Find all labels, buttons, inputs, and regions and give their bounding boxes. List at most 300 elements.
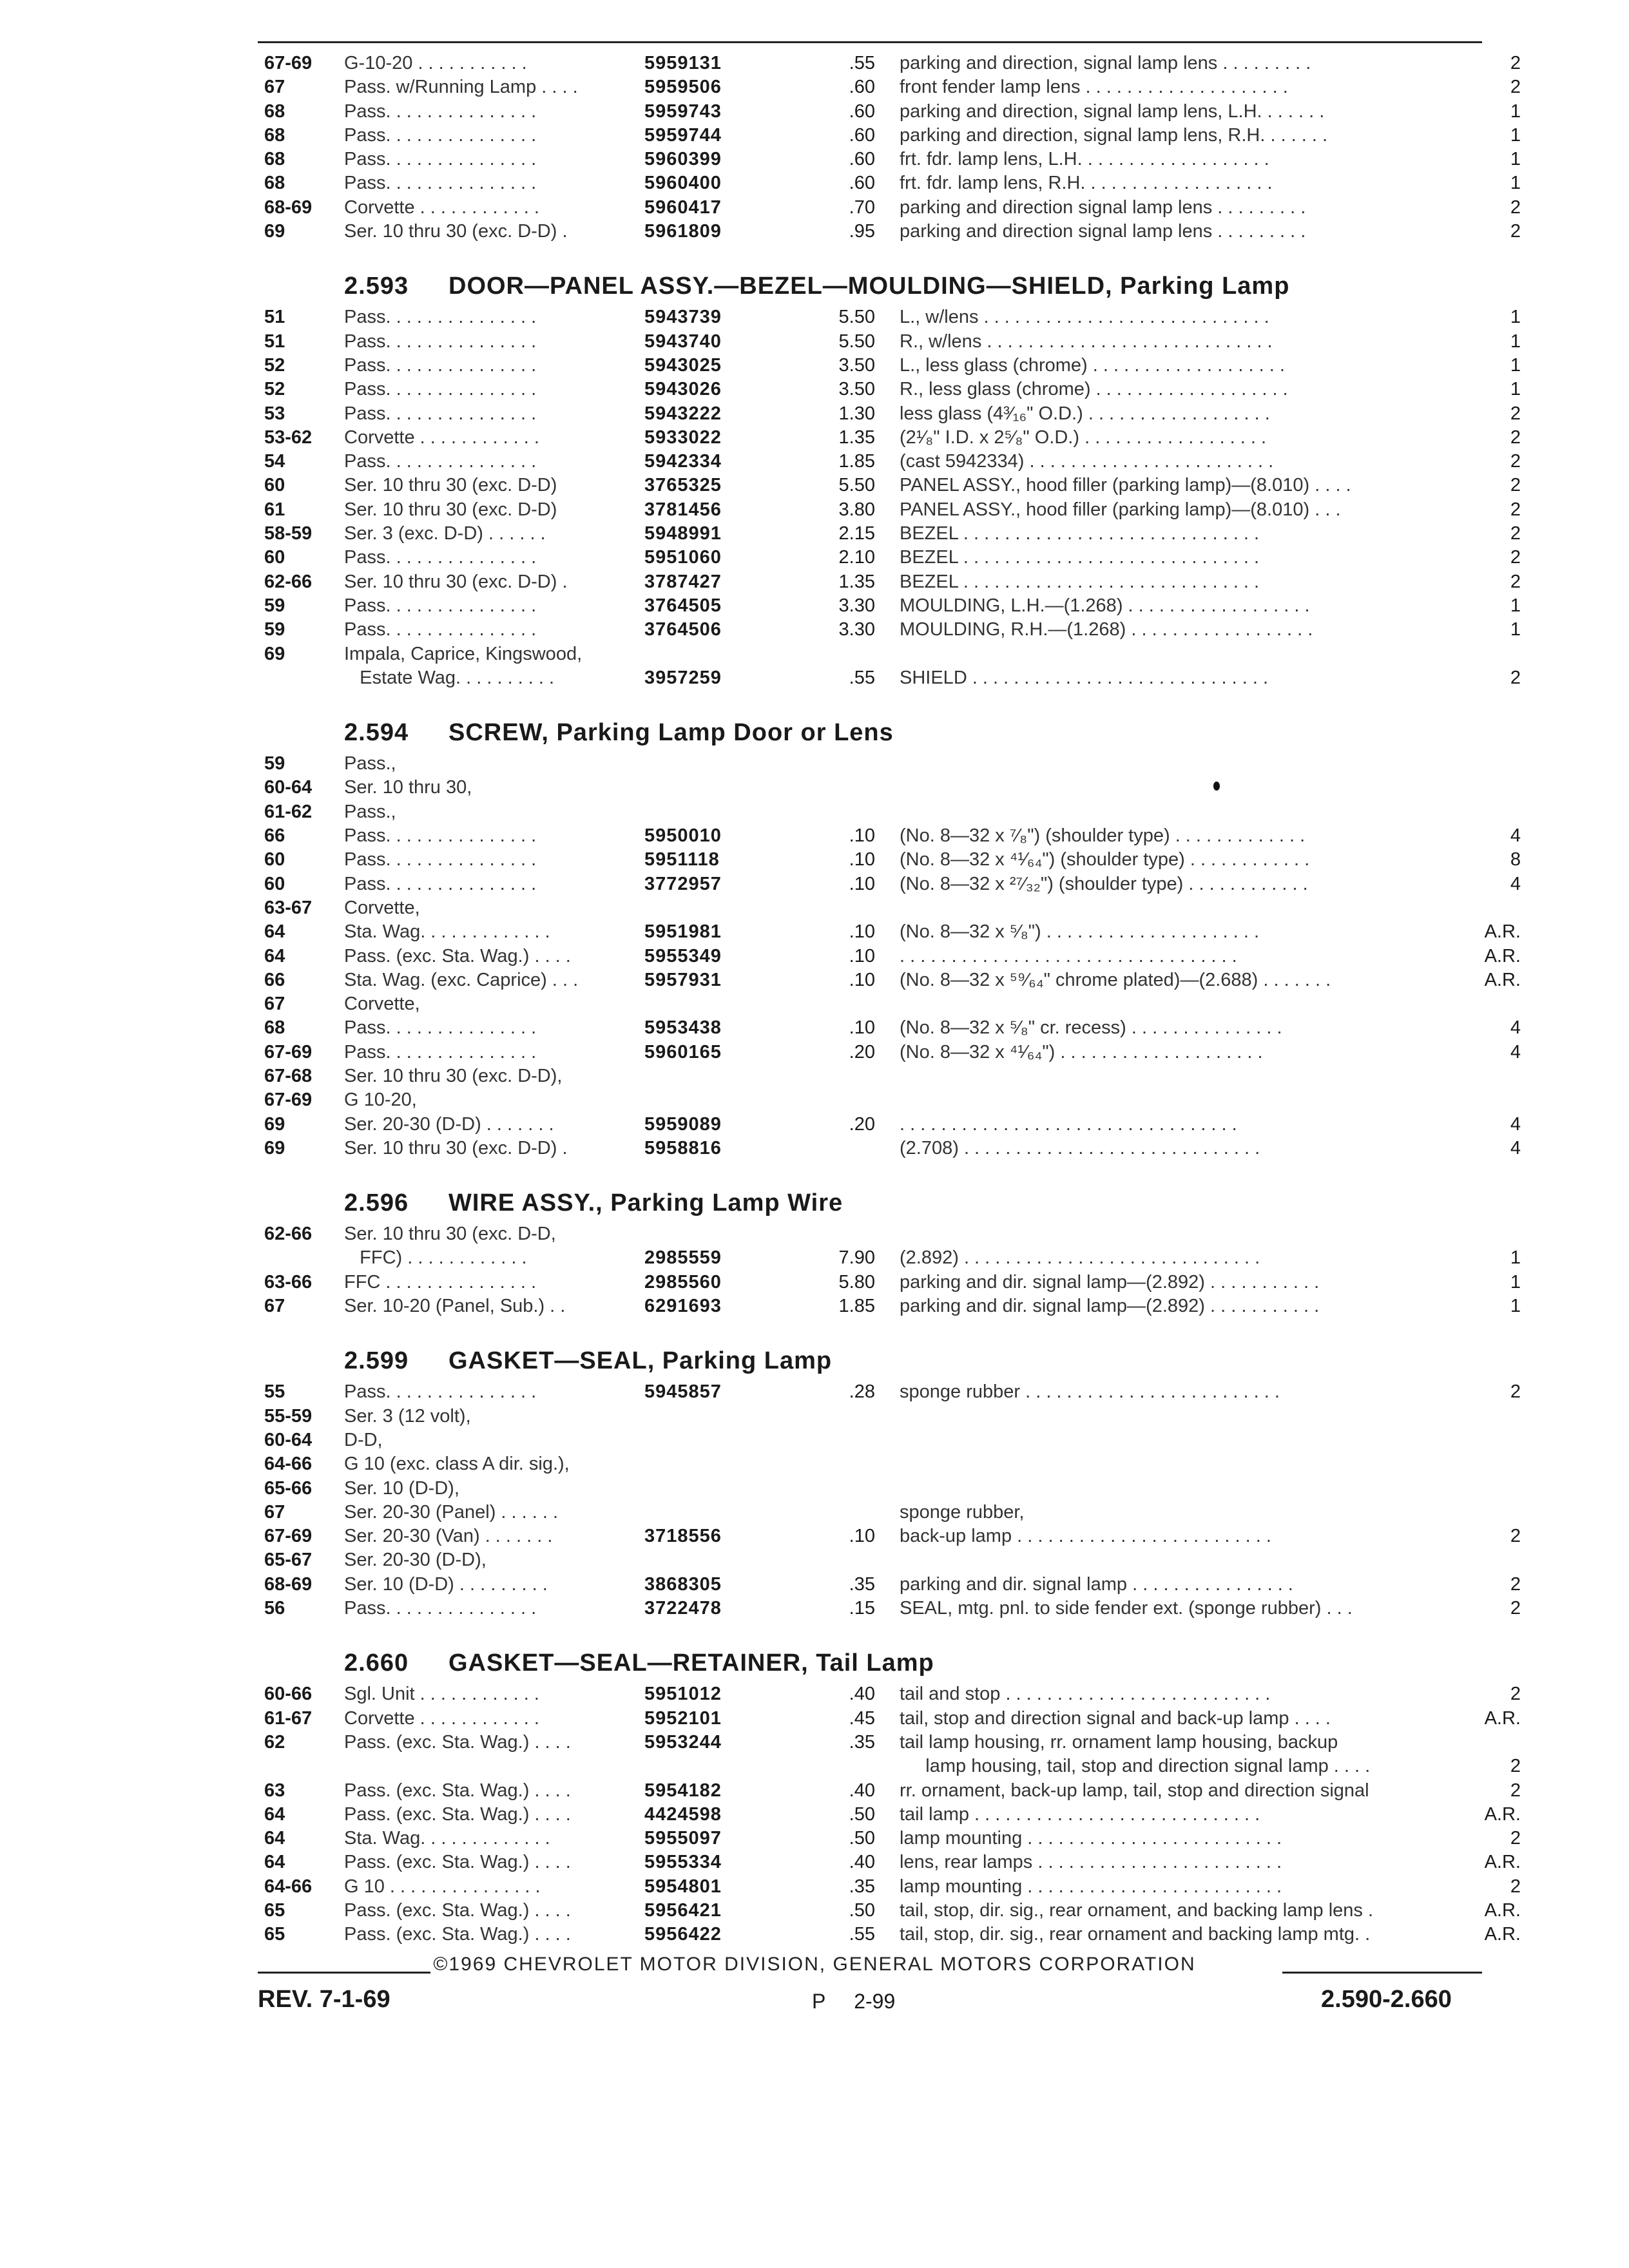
row-price: .60 (849, 173, 875, 194)
row-part: 5953438 (644, 1017, 722, 1039)
row-desc: parking and direction signal lamp lens . . . . . . . . . (900, 221, 1306, 242)
row-model: Ser. 10 thru 30 (exc. D-D, (344, 1224, 556, 1245)
row-year: 67-69 (264, 53, 313, 73)
row-desc: parking and dir. signal lamp . . . . . . . . . . . . . . . . (900, 1573, 1293, 1595)
row-model: Ser. 10 thru 30, (344, 777, 472, 798)
row-model: Pass. . . . . . . . . . . . . . . (344, 595, 537, 616)
row-model: Corvette, (344, 994, 420, 1015)
row-model: Ser. 10 thru 30 (exc. D-D) (344, 475, 557, 496)
row-price: .15 (849, 1598, 875, 1619)
row-year: 59 (264, 753, 285, 774)
row-qty: 2 (1510, 523, 1521, 544)
row-price: 5.50 (838, 331, 875, 352)
row-price: .40 (849, 1684, 875, 1705)
row-price: .10 (849, 1526, 875, 1547)
row-price: 3.30 (838, 595, 875, 616)
row-desc: (2.708) . . . . . . . . . . . . . . . . . . . . . . . . . . . . . (900, 1137, 1260, 1158)
row-price: .60 (849, 149, 875, 170)
row-desc: R., less glass (chrome) . . . . . . . . . . . . . . . . . . . (900, 379, 1288, 400)
row-price: .55 (849, 1924, 875, 1945)
row-price: .60 (849, 101, 875, 122)
row-qty: 1 (1510, 124, 1521, 146)
row-qty: A.R. (1484, 1803, 1521, 1825)
row-price: .95 (849, 221, 875, 242)
row-part: 6291693 (644, 1296, 722, 1317)
row-year: 68 (264, 101, 285, 122)
row-part: 2985559 (644, 1247, 722, 1269)
row-year: 66 (264, 825, 285, 847)
row-desc: (No. 8—32 x ²⁷⁄₃₂") (shoulder type) . . . . . . . . . . . . (900, 873, 1308, 894)
row-year: 53 (264, 403, 285, 424)
catalog-row (0, 171, 1629, 195)
row-part: 5954182 (644, 1780, 722, 1801)
row-model: Ser. 20-30 (D-D), (344, 1550, 487, 1571)
top-rule (258, 41, 1482, 43)
catalog-row (0, 1754, 1629, 1778)
catalog-row (0, 872, 1629, 896)
row-price: .55 (849, 667, 875, 688)
row-desc: less glass (4³⁄₁₆" O.D.) . . . . . . . . . . . . . . . . . . (900, 403, 1270, 424)
row-desc: tail and stop . . . . . . . . . . . . . . . . . . . . . . . . . . (900, 1684, 1271, 1705)
row-model: Pass. . . . . . . . . . . . . . . (344, 1017, 537, 1039)
row-model: Pass. . . . . . . . . . . . . . . (344, 149, 537, 170)
row-year: 65-66 (264, 1477, 313, 1499)
catalog-row (0, 1088, 1629, 1112)
section-title: SCREW, Parking Lamp Door or Lens (448, 719, 894, 747)
row-qty: 2 (1510, 1573, 1521, 1595)
catalog-row (0, 945, 1629, 968)
catalog-row (0, 1779, 1629, 1803)
row-model: Ser. 10 thru 30 (exc. D-D) . (344, 1137, 568, 1158)
row-desc: MOULDING, L.H.—(1.268) . . . . . . . . . . . . . . . . . . (900, 595, 1310, 616)
row-qty: 4 (1510, 1113, 1521, 1135)
row-year: 61-62 (264, 801, 313, 822)
row-model: D-D, (344, 1429, 383, 1450)
row-model: Pass. . . . . . . . . . . . . . . (344, 547, 537, 568)
row-year: 60-66 (264, 1684, 313, 1705)
row-year: 64 (264, 945, 285, 966)
row-desc: parking and direction, signal lamp lens, R.H. . . . . . . (900, 124, 1328, 146)
row-desc: SHIELD . . . . . . . . . . . . . . . . . . . . . . . . . . . . . (900, 667, 1269, 688)
row-part: 5951012 (644, 1684, 722, 1705)
row-desc: (cast 5942334) . . . . . . . . . . . . . . . . . . . . . . . . (900, 451, 1274, 472)
catalog-row (0, 305, 1629, 329)
catalog-row (0, 642, 1629, 666)
row-model: Pass., (344, 801, 396, 822)
row-price: 5.50 (838, 307, 875, 328)
row-part: 3718556 (644, 1526, 722, 1547)
row-qty: 2 (1510, 427, 1521, 448)
row-year: 51 (264, 307, 285, 328)
row-model: Corvette . . . . . . . . . . . . (344, 197, 539, 218)
catalog-row (0, 776, 1629, 800)
catalog-row (0, 1405, 1629, 1428)
row-model: Pass. (exc. Sta. Wag.) . . . . (344, 945, 571, 966)
row-year: 53-62 (264, 427, 313, 448)
row-desc: rr. ornament, back-up lamp, tail, stop and direction signal (900, 1780, 1369, 1801)
catalog-row (0, 1452, 1629, 1476)
row-qty: 4 (1510, 1017, 1521, 1039)
row-year: 67 (264, 994, 285, 1015)
row-desc: frt. fdr. lamp lens, L.H. . . . . . . . . . . . . . . . . . . (900, 149, 1269, 170)
row-model: Sta. Wag. . . . . . . . . . . . . (344, 921, 550, 943)
row-price: .35 (849, 1573, 875, 1595)
row-part: 5950010 (644, 825, 722, 847)
row-part: 3764505 (644, 595, 722, 616)
row-part: 5953244 (644, 1731, 722, 1753)
row-model: Ser. 20-30 (D-D) . . . . . . . (344, 1113, 554, 1135)
row-year: 68 (264, 124, 285, 146)
row-model: Impala, Caprice, Kingswood, (344, 643, 583, 664)
row-part: 5955097 (644, 1828, 722, 1849)
row-model: Pass. . . . . . . . . . . . . . . (344, 307, 537, 328)
row-qty: 2 (1510, 667, 1521, 688)
catalog-row (0, 546, 1629, 570)
row-model: Ser. 10 (D-D) . . . . . . . . . (344, 1573, 548, 1595)
catalog-row (0, 498, 1629, 522)
row-year: 58-59 (264, 523, 313, 544)
row-price: 5.80 (838, 1271, 875, 1293)
row-desc: PANEL ASSY., hood filler (parking lamp)—(8.010) . . . . (900, 475, 1351, 496)
row-year: 65-67 (264, 1550, 313, 1571)
footer-copyright: ©1969 CHEVROLET MOTOR DIVISION, GENERAL MOTORS CORPORATION (0, 1954, 1629, 1975)
row-part: 5943025 (644, 354, 722, 376)
row-year: 60 (264, 849, 285, 870)
row-qty: 2 (1510, 475, 1521, 496)
row-qty: 1 (1510, 149, 1521, 170)
row-year: 68 (264, 149, 285, 170)
catalog-section (0, 267, 1629, 690)
row-price: .60 (849, 124, 875, 146)
catalog-row (0, 522, 1629, 546)
row-desc: PANEL ASSY., hood filler (parking lamp)—(8.010) . . . (900, 499, 1341, 520)
row-model: G 10-20, (344, 1090, 417, 1111)
row-year: 65 (264, 1900, 285, 1921)
catalog-row (0, 100, 1629, 124)
catalog-section (0, 713, 1629, 1160)
row-desc: (No. 8—32 x ⁴¹⁄₆₄") (shoulder type) . . . . . . . . . . . . (900, 849, 1310, 870)
row-year: 67-69 (264, 1526, 313, 1547)
catalog-row (0, 896, 1629, 920)
catalog-row (0, 1246, 1629, 1270)
row-part: 5960400 (644, 173, 722, 194)
row-part: 5961809 (644, 221, 722, 242)
row-desc: tail, stop, dir. sig., rear ornament, and backing lamp lens . (900, 1900, 1374, 1921)
row-model: Pass., (344, 753, 396, 774)
row-qty: 2 (1510, 1526, 1521, 1547)
row-qty: 2 (1510, 1598, 1521, 1619)
catalog-row (0, 1113, 1629, 1137)
row-desc: sponge rubber, (900, 1501, 1025, 1523)
row-model: Sta. Wag. . . . . . . . . . . . . (344, 1828, 550, 1849)
row-part: 5955334 (644, 1852, 722, 1873)
section-title: GASKET—SEAL, Parking Lamp (448, 1347, 833, 1375)
row-desc: lamp mounting . . . . . . . . . . . . . . . . . . . . . . . . . (900, 1828, 1282, 1849)
parts-catalog-content (0, 52, 1629, 1947)
row-year: 68-69 (264, 197, 313, 218)
catalog-row (0, 1380, 1629, 1404)
section-heading (0, 267, 1629, 305)
row-year: 62 (264, 1731, 285, 1753)
row-price: .35 (849, 1731, 875, 1753)
row-model: Pass. (exc. Sta. Wag.) . . . . (344, 1852, 571, 1873)
row-part: 5959743 (644, 101, 722, 122)
stray-dot-mark (1213, 782, 1220, 791)
row-part: 3764506 (644, 619, 722, 640)
catalog-row (0, 1271, 1629, 1294)
row-qty: 1 (1510, 595, 1521, 616)
row-price: .50 (849, 1828, 875, 1849)
row-year: 60 (264, 873, 285, 894)
row-model: Ser. 10-20 (Panel, Sub.) . . (344, 1296, 566, 1317)
row-model: Pass. . . . . . . . . . . . . . . (344, 124, 537, 146)
row-desc: (No. 8—32 x ⁵⁄₈") . . . . . . . . . . . . . . . . . . . . . (900, 921, 1260, 943)
row-price: 2.15 (838, 523, 875, 544)
row-desc: (No. 8—32 x ⁵⁹⁄₆₄" chrome plated)—(2.688) . . . . . . . (900, 969, 1331, 990)
row-desc: BEZEL . . . . . . . . . . . . . . . . . . . . . . . . . . . . . (900, 571, 1260, 592)
row-model: Ser. 10 thru 30 (exc. D-D), (344, 1065, 563, 1086)
row-year: 68 (264, 1017, 285, 1039)
catalog-row (0, 824, 1629, 848)
catalog-row (0, 1501, 1629, 1524)
catalog-row (0, 1827, 1629, 1850)
row-year: 51 (264, 331, 285, 352)
row-model: Ser. 3 (exc. D-D) . . . . . . (344, 523, 546, 544)
row-part: 5943739 (644, 307, 722, 328)
row-part: 5948991 (644, 523, 722, 544)
row-desc: lamp mounting . . . . . . . . . . . . . . . . . . . . . . . . . (900, 1876, 1282, 1897)
row-part: 5960417 (644, 197, 722, 218)
row-part: 5943026 (644, 379, 722, 400)
row-price: .50 (849, 1900, 875, 1921)
catalog-section (0, 1341, 1629, 1620)
row-year: 56 (264, 1598, 285, 1619)
catalog-row (0, 1428, 1629, 1452)
row-price: 7.90 (838, 1247, 875, 1269)
catalog-row (0, 474, 1629, 497)
section-number: 2.594 (344, 719, 409, 747)
row-qty: 2 (1510, 197, 1521, 218)
catalog-row (0, 1597, 1629, 1620)
row-desc: (No. 8—32 x ⁵⁄₈" cr. recess) . . . . . . . . . . . . . . . (900, 1017, 1282, 1039)
row-model: Estate Wag. . . . . . . . . . (344, 667, 555, 688)
catalog-row (0, 1899, 1629, 1923)
catalog-row (0, 618, 1629, 642)
row-model: Corvette . . . . . . . . . . . . (344, 427, 539, 448)
row-qty: 1 (1510, 619, 1521, 640)
row-qty: 2 (1510, 1756, 1521, 1777)
row-year: 60-64 (264, 777, 313, 798)
row-desc: (2.892) . . . . . . . . . . . . . . . . . . . . . . . . . . . . . (900, 1247, 1260, 1269)
row-desc: lens, rear lamps . . . . . . . . . . . . . . . . . . . . . . . . (900, 1852, 1282, 1873)
row-year: 63-66 (264, 1271, 313, 1293)
row-price: .20 (849, 1113, 875, 1135)
row-part: 5955349 (644, 945, 722, 966)
catalog-row (0, 1548, 1629, 1572)
row-qty: 2 (1510, 1828, 1521, 1849)
row-year: 63-67 (264, 897, 313, 918)
row-year: 65 (264, 1924, 285, 1945)
row-desc: L., less glass (chrome) . . . . . . . . . . . . . . . . . . . (900, 354, 1285, 376)
row-year: 69 (264, 221, 285, 242)
row-qty: 4 (1510, 1137, 1521, 1158)
row-model: Corvette . . . . . . . . . . . . (344, 1707, 539, 1729)
row-part: 3765325 (644, 475, 722, 496)
catalog-row (0, 75, 1629, 99)
row-model: Pass. . . . . . . . . . . . . . . (344, 451, 537, 472)
row-model: Pass. (exc. Sta. Wag.) . . . . (344, 1924, 571, 1945)
row-part: 5954801 (644, 1876, 722, 1897)
row-part: 3772957 (644, 873, 722, 894)
row-year: 69 (264, 1113, 285, 1135)
row-year: 67 (264, 77, 285, 98)
row-qty: 2 (1510, 1876, 1521, 1897)
catalog-row (0, 148, 1629, 171)
catalog-row (0, 1875, 1629, 1899)
row-model: Pass. . . . . . . . . . . . . . . (344, 1381, 537, 1403)
row-part: 5957931 (644, 969, 722, 990)
row-model: G 10 (exc. class A dir. sig.), (344, 1454, 570, 1475)
row-desc: parking and direction, signal lamp lens, L.H. . . . . . . (900, 101, 1325, 122)
row-price: .55 (849, 53, 875, 73)
row-part: 5951981 (644, 921, 722, 943)
row-price: 1.85 (838, 451, 875, 472)
footer-section-range: 2.590-2.660 (1321, 1986, 1452, 2013)
row-model: FFC . . . . . . . . . . . . . . . (344, 1271, 537, 1293)
catalog-row (0, 920, 1629, 944)
row-price: .10 (849, 1017, 875, 1039)
row-part: 3868305 (644, 1573, 722, 1595)
row-part: 5951118 (644, 849, 720, 870)
row-desc: (No. 8—32 x ⁴¹⁄₆₄") . . . . . . . . . . . . . . . . . . . . (900, 1041, 1263, 1062)
row-model: Sgl. Unit . . . . . . . . . . . . (344, 1684, 539, 1705)
row-model: Pass. (exc. Sta. Wag.) . . . . (344, 1803, 571, 1825)
section-heading (0, 1184, 1629, 1222)
row-desc: parking and dir. signal lamp—(2.892) . . . . . . . . . . . (900, 1296, 1320, 1317)
row-model: Pass. . . . . . . . . . . . . . . (344, 619, 537, 640)
row-model: Pass. . . . . . . . . . . . . . . (344, 173, 537, 194)
catalog-row (0, 1016, 1629, 1040)
row-model: Ser. 10 thru 30 (exc. D-D) . (344, 571, 568, 592)
row-model: G 10 . . . . . . . . . . . . . . . (344, 1876, 541, 1897)
row-year: 67 (264, 1501, 285, 1523)
row-price: 1.35 (838, 427, 875, 448)
row-price: 2.10 (838, 547, 875, 568)
row-model: Sta. Wag. (exc. Caprice) . . . (344, 969, 579, 990)
catalog-row (0, 800, 1629, 824)
row-model: FFC) . . . . . . . . . . . . (344, 1247, 527, 1269)
row-year: 68 (264, 173, 285, 194)
row-qty: 1 (1510, 379, 1521, 400)
row-desc: BEZEL . . . . . . . . . . . . . . . . . . . . . . . . . . . . . (900, 547, 1260, 568)
row-desc: (2¹⁄₈" I.D. x 2⁵⁄₈" O.D.) . . . . . . . . . . . . . . . . . . (900, 427, 1267, 448)
row-year: 64-66 (264, 1454, 313, 1475)
row-year: 68-69 (264, 1573, 313, 1595)
catalog-section (0, 1184, 1629, 1318)
row-qty: 4 (1510, 873, 1521, 894)
row-year: 67-69 (264, 1041, 313, 1062)
row-price: 1.30 (838, 403, 875, 424)
catalog-row (0, 1041, 1629, 1064)
row-model: Ser. 10 thru 30 (exc. D-D) . (344, 221, 568, 242)
row-model: Ser. 10 (D-D), (344, 1477, 459, 1499)
section-title: WIRE ASSY., Parking Lamp Wire (448, 1189, 843, 1217)
row-desc: frt. fdr. lamp lens, R.H. . . . . . . . . . . . . . . . . . . (900, 173, 1273, 194)
row-part: 5960165 (644, 1041, 722, 1062)
row-year: 59 (264, 595, 285, 616)
row-part: 3787427 (644, 571, 722, 592)
catalog-row (0, 196, 1629, 220)
catalog-row (0, 1294, 1629, 1318)
catalog-row (0, 220, 1629, 244)
row-qty: 2 (1510, 403, 1521, 424)
row-year: 55-59 (264, 1405, 313, 1427)
row-model: Pass. . . . . . . . . . . . . . . (344, 873, 537, 894)
row-desc: SEAL, mtg. pnl. to side fender ext. (sponge rubber) . . . (900, 1598, 1353, 1619)
row-year: 64-66 (264, 1876, 313, 1897)
catalog-row (0, 1137, 1629, 1160)
row-year: 67-68 (264, 1065, 313, 1086)
row-qty: 4 (1510, 825, 1521, 847)
row-model: G-10-20 . . . . . . . . . . . (344, 53, 527, 73)
row-year: 59 (264, 619, 285, 640)
row-qty: 2 (1510, 53, 1521, 73)
row-qty: 2 (1510, 1381, 1521, 1403)
row-qty: A.R. (1484, 1900, 1521, 1921)
row-part: 5945857 (644, 1381, 722, 1403)
row-price: .35 (849, 1876, 875, 1897)
section-title: GASKET—SEAL—RETAINER, Tail Lamp (448, 1649, 934, 1677)
row-desc: parking and direction signal lamp lens . . . . . . . . . (900, 197, 1306, 218)
catalog-row (0, 1850, 1629, 1874)
row-year: 62-66 (264, 1224, 313, 1245)
row-year: 64 (264, 1828, 285, 1849)
catalog-row (0, 426, 1629, 450)
row-price: .45 (849, 1707, 875, 1729)
row-part: 5959131 (644, 53, 722, 73)
row-price: .50 (849, 1803, 875, 1825)
row-desc: sponge rubber . . . . . . . . . . . . . . . . . . . . . . . . . (900, 1381, 1280, 1403)
section-number: 2.599 (344, 1347, 409, 1375)
row-qty: 2 (1510, 499, 1521, 520)
catalog-row (0, 1477, 1629, 1501)
catalog-section (0, 52, 1629, 244)
section-title: DOOR—PANEL ASSY.—BEZEL—MOULDING—SHIELD, Parking Lamp (448, 273, 1290, 300)
row-model: Pass. . . . . . . . . . . . . . . (344, 101, 537, 122)
row-qty: 1 (1510, 173, 1521, 194)
row-year: 60 (264, 475, 285, 496)
catalog-section (0, 1644, 1629, 1946)
row-price: 1.85 (838, 1296, 875, 1317)
row-model: Pass. (exc. Sta. Wag.) . . . . (344, 1780, 571, 1801)
row-price: 3.50 (838, 354, 875, 376)
catalog-row (0, 1923, 1629, 1946)
row-year: 66 (264, 969, 285, 990)
row-price: .10 (849, 945, 875, 966)
catalog-row (0, 992, 1629, 1016)
row-qty: 2 (1510, 1780, 1521, 1801)
row-part: 5956421 (644, 1900, 722, 1921)
row-qty: 4 (1510, 1041, 1521, 1062)
row-desc: . . . . . . . . . . . . . . . . . . . . . . . . . . . . . . . . . (900, 945, 1237, 966)
row-part: 5960399 (644, 149, 722, 170)
catalog-row (0, 1573, 1629, 1597)
section-heading (0, 1644, 1629, 1682)
row-price: .10 (849, 873, 875, 894)
row-qty: 1 (1510, 1271, 1521, 1293)
row-part: 5959506 (644, 77, 722, 98)
row-year: 61 (264, 499, 285, 520)
